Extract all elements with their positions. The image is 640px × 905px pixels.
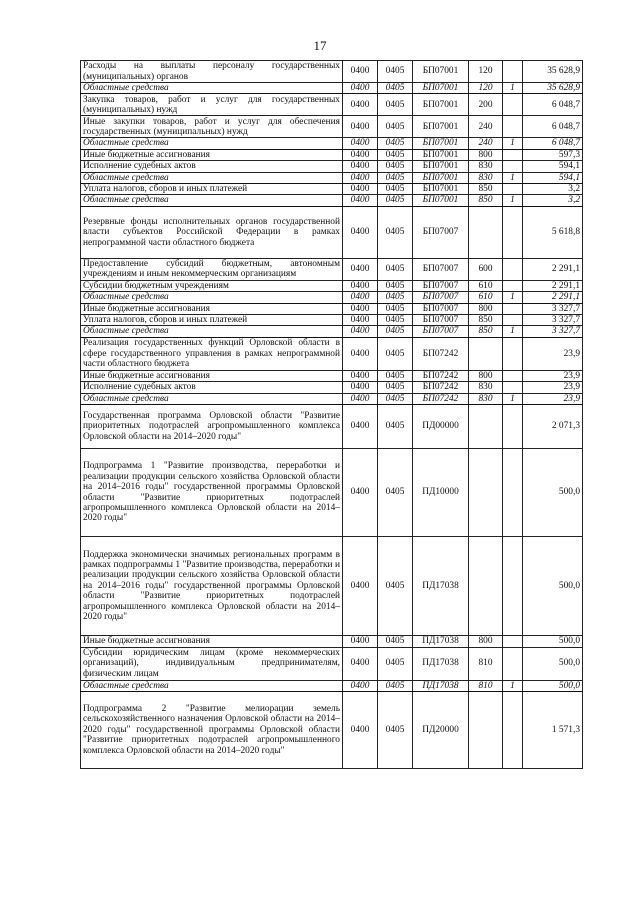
budget-table (80, 60, 583, 769)
funding-source-cell (503, 161, 523, 172)
row-name-cell: Областные средства (81, 83, 343, 94)
table-body (81, 61, 583, 769)
funding-source-cell (503, 184, 523, 195)
expense-type-cell: 200 (469, 94, 503, 116)
subsection-code-cell: 0405 (378, 303, 413, 314)
target-article-cell: БП07242 (413, 382, 469, 393)
target-article-cell: БП07007 (413, 206, 469, 258)
funding-source-cell (503, 647, 523, 680)
expense-type-cell: 800 (469, 636, 503, 647)
subsection-code-cell: 0405 (378, 138, 413, 149)
funding-source-cell: 1 (503, 326, 523, 337)
amount-cell: 23,9 (523, 370, 583, 381)
row-name-cell: Субсидии бюджетным учреждениям (81, 280, 343, 291)
amount-cell: 2 071,3 (523, 405, 583, 449)
target-article-cell: БП07001 (413, 184, 469, 195)
expense-type-cell: 830 (469, 382, 503, 393)
expense-type-cell (469, 405, 503, 449)
amount-cell: 500,0 (523, 636, 583, 647)
table-row (81, 206, 583, 258)
subsection-code-cell: 0405 (378, 258, 413, 280)
expense-type-cell (469, 206, 503, 258)
expense-type-cell: 800 (469, 370, 503, 381)
section-code-cell: 0400 (343, 172, 378, 183)
section-code-cell: 0400 (343, 292, 378, 303)
subsection-code-cell: 0405 (378, 691, 413, 768)
section-code-cell: 0400 (343, 138, 378, 149)
target-article-cell: БП07007 (413, 326, 469, 337)
subsection-code-cell: 0405 (378, 184, 413, 195)
target-article-cell: БП07242 (413, 393, 469, 404)
funding-source-cell: 1 (503, 83, 523, 94)
amount-cell: 2 291,1 (523, 280, 583, 291)
subsection-code-cell: 0405 (378, 680, 413, 691)
expense-type-cell: 600 (469, 258, 503, 280)
amount-cell: 500,0 (523, 449, 583, 537)
section-code-cell: 0400 (343, 337, 378, 370)
expense-type-cell (469, 337, 503, 370)
section-code-cell: 0400 (343, 370, 378, 381)
amount-cell: 6 048,7 (523, 94, 583, 116)
funding-source-cell: 1 (503, 292, 523, 303)
row-name-cell: Субсидии юридическим лицам (кроме некоммерческих организаций), индивидуальным предпринимателям, физическим лицам (81, 647, 343, 680)
subsection-code-cell: 0405 (378, 636, 413, 647)
table-row-regional-funds (81, 83, 583, 94)
funding-source-cell (503, 94, 523, 116)
table-row-regional-funds (81, 326, 583, 337)
amount-cell: 1 571,3 (523, 691, 583, 768)
table-row (81, 161, 583, 172)
expense-type-cell: 850 (469, 326, 503, 337)
target-article-cell: БП07242 (413, 370, 469, 381)
expense-type-cell: 610 (469, 280, 503, 291)
expense-type-cell: 240 (469, 138, 503, 149)
target-article-cell: БП07001 (413, 195, 469, 206)
amount-cell: 35 628,9 (523, 61, 583, 83)
section-code-cell: 0400 (343, 83, 378, 94)
amount-cell: 3,2 (523, 184, 583, 195)
table-row (81, 405, 583, 449)
table-row-regional-funds (81, 195, 583, 206)
funding-source-cell (503, 206, 523, 258)
target-article-cell: ПД00000 (413, 405, 469, 449)
amount-cell: 5 618,8 (523, 206, 583, 258)
table-row (81, 382, 583, 393)
target-article-cell: БП07001 (413, 94, 469, 116)
target-article-cell: ПД20000 (413, 691, 469, 768)
table-row (81, 116, 583, 138)
section-code-cell: 0400 (343, 116, 378, 138)
section-code-cell: 0400 (343, 94, 378, 116)
funding-source-cell: 1 (503, 680, 523, 691)
funding-source-cell (503, 61, 523, 83)
section-code-cell: 0400 (343, 161, 378, 172)
amount-cell: 500,0 (523, 680, 583, 691)
row-name-cell: Иные бюджетные ассигнования (81, 303, 343, 314)
table-row (81, 691, 583, 768)
expense-type-cell: 240 (469, 116, 503, 138)
row-name-cell: Закупка товаров, работ и услуг для государственных (муниципальных) нужд (81, 94, 343, 116)
expense-type-cell: 830 (469, 393, 503, 404)
table-row-regional-funds (81, 393, 583, 404)
row-name-cell: Предоставление субсидий бюджетным, автономным учреждениям и иным некоммерческим организациям (81, 258, 343, 280)
table-row (81, 184, 583, 195)
section-code-cell: 0400 (343, 195, 378, 206)
expense-type-cell: 850 (469, 184, 503, 195)
expense-type-cell: 120 (469, 61, 503, 83)
subsection-code-cell: 0405 (378, 116, 413, 138)
expense-type-cell (469, 537, 503, 636)
section-code-cell: 0400 (343, 280, 378, 291)
subsection-code-cell: 0405 (378, 647, 413, 680)
subsection-code-cell: 0405 (378, 61, 413, 83)
row-name-cell: Расходы на выплаты персоналу государственных (муниципальных) органов (81, 61, 343, 83)
amount-cell: 2 291,1 (523, 292, 583, 303)
target-article-cell: БП07007 (413, 258, 469, 280)
section-code-cell: 0400 (343, 691, 378, 768)
subsection-code-cell: 0405 (378, 449, 413, 537)
section-code-cell: 0400 (343, 315, 378, 326)
table-row (81, 61, 583, 83)
funding-source-cell: 1 (503, 172, 523, 183)
table-row-regional-funds (81, 292, 583, 303)
target-article-cell: БП07242 (413, 337, 469, 370)
section-code-cell: 0400 (343, 393, 378, 404)
funding-source-cell (503, 636, 523, 647)
amount-cell: 594,1 (523, 172, 583, 183)
target-article-cell: БП07007 (413, 315, 469, 326)
section-code-cell: 0400 (343, 405, 378, 449)
row-name-cell: Подпрограмма 2 "Развитие мелиорации земель сельскохозяйственного назначения Орловской области на 2014–2020 годы" государственной программы Орловской области "Развитие приоритетных подотраслей агропромышленного комплекса Орловской области на 2014–2020 годы" (81, 691, 343, 768)
row-name-cell: Исполнение судебных актов (81, 382, 343, 393)
row-name-cell: Исполнение судебных актов (81, 161, 343, 172)
subsection-code-cell: 0405 (378, 94, 413, 116)
funding-source-cell: 1 (503, 195, 523, 206)
row-name-cell: Государственная программа Орловской области "Развитие приоритетных подотраслей агропромышленного комплекса Орловской области на 2014–2020 годы" (81, 405, 343, 449)
section-code-cell: 0400 (343, 449, 378, 537)
expense-type-cell: 120 (469, 83, 503, 94)
row-name-cell: Областные средства (81, 292, 343, 303)
expense-type-cell: 810 (469, 647, 503, 680)
table-row (81, 449, 583, 537)
expense-type-cell: 830 (469, 172, 503, 183)
funding-source-cell (503, 337, 523, 370)
row-name-cell: Резервные фонды исполнительных органов государственной власти субъектов Российской Федерации в рамках непрограммной части областного бюджета (81, 206, 343, 258)
target-article-cell: ПД17038 (413, 537, 469, 636)
section-code-cell: 0400 (343, 636, 378, 647)
amount-cell: 3 327,7 (523, 303, 583, 314)
expense-type-cell (469, 449, 503, 537)
funding-source-cell (503, 537, 523, 636)
table-row (81, 280, 583, 291)
page-number: 17 (313, 38, 327, 53)
target-article-cell: БП07001 (413, 149, 469, 160)
table-row (81, 370, 583, 381)
target-article-cell: БП07001 (413, 138, 469, 149)
subsection-code-cell: 0405 (378, 315, 413, 326)
row-name-cell: Областные средства (81, 393, 343, 404)
funding-source-cell (503, 449, 523, 537)
amount-cell: 3,2 (523, 195, 583, 206)
target-article-cell: БП07001 (413, 83, 469, 94)
amount-cell: 3 327,7 (523, 326, 583, 337)
table-row (81, 636, 583, 647)
table-row (81, 537, 583, 636)
funding-source-cell: 1 (503, 138, 523, 149)
amount-cell: 3 327,7 (523, 315, 583, 326)
section-code-cell: 0400 (343, 326, 378, 337)
table-row (81, 94, 583, 116)
target-article-cell: БП07001 (413, 116, 469, 138)
table-row-regional-funds (81, 138, 583, 149)
target-article-cell: ПД17038 (413, 680, 469, 691)
table-row (81, 337, 583, 370)
expense-type-cell: 850 (469, 195, 503, 206)
amount-cell: 23,9 (523, 382, 583, 393)
amount-cell: 594,1 (523, 161, 583, 172)
target-article-cell: ПД17038 (413, 647, 469, 680)
section-code-cell: 0400 (343, 184, 378, 195)
section-code-cell: 0400 (343, 206, 378, 258)
section-code-cell: 0400 (343, 680, 378, 691)
subsection-code-cell: 0405 (378, 537, 413, 636)
expense-type-cell: 610 (469, 292, 503, 303)
target-article-cell: ПД17038 (413, 636, 469, 647)
amount-cell: 23,9 (523, 393, 583, 404)
target-article-cell: БП07007 (413, 303, 469, 314)
subsection-code-cell: 0405 (378, 326, 413, 337)
row-name-cell: Иные бюджетные ассигнования (81, 636, 343, 647)
row-name-cell: Иные бюджетные ассигнования (81, 149, 343, 160)
expense-type-cell: 800 (469, 303, 503, 314)
row-name-cell: Иные закупки товаров, работ и услуг для обеспечения государственных (муниципальных) нужд (81, 116, 343, 138)
amount-cell: 6 048,7 (523, 116, 583, 138)
target-article-cell: ПД10000 (413, 449, 469, 537)
section-code-cell: 0400 (343, 647, 378, 680)
subsection-code-cell: 0405 (378, 280, 413, 291)
section-code-cell: 0400 (343, 303, 378, 314)
funding-source-cell (503, 382, 523, 393)
expense-type-cell: 830 (469, 161, 503, 172)
section-code-cell: 0400 (343, 382, 378, 393)
funding-source-cell (503, 303, 523, 314)
target-article-cell: БП07001 (413, 161, 469, 172)
table-row-regional-funds (81, 680, 583, 691)
section-code-cell: 0400 (343, 61, 378, 83)
subsection-code-cell: 0405 (378, 161, 413, 172)
target-article-cell: БП07001 (413, 172, 469, 183)
section-code-cell: 0400 (343, 149, 378, 160)
funding-source-cell (503, 315, 523, 326)
funding-source-cell (503, 691, 523, 768)
amount-cell: 500,0 (523, 537, 583, 636)
subsection-code-cell: 0405 (378, 292, 413, 303)
row-name-cell: Областные средства (81, 172, 343, 183)
table-row (81, 303, 583, 314)
amount-cell: 597,3 (523, 149, 583, 160)
subsection-code-cell: 0405 (378, 382, 413, 393)
row-name-cell: Областные средства (81, 326, 343, 337)
target-article-cell: БП07007 (413, 292, 469, 303)
funding-source-cell (503, 405, 523, 449)
subsection-code-cell: 0405 (378, 393, 413, 404)
table-row (81, 149, 583, 160)
row-name-cell: Областные средства (81, 195, 343, 206)
section-code-cell: 0400 (343, 537, 378, 636)
expense-type-cell: 810 (469, 680, 503, 691)
subsection-code-cell: 0405 (378, 370, 413, 381)
table-row (81, 647, 583, 680)
subsection-code-cell: 0405 (378, 195, 413, 206)
row-name-cell: Подпрограмма 1 "Развитие производства, переработки и реализации продукции сельского хозяйства Орловской области на 2014–2016 годы" государственной программы Орловской области "Развитие приоритетных подотраслей агропромышленного комплекса Орловской области на 2014–2020 годы" (81, 449, 343, 537)
amount-cell: 23,9 (523, 337, 583, 370)
subsection-code-cell: 0405 (378, 337, 413, 370)
expense-type-cell: 850 (469, 315, 503, 326)
subsection-code-cell: 0405 (378, 83, 413, 94)
table-row (81, 258, 583, 280)
table-row (81, 315, 583, 326)
amount-cell: 2 291,1 (523, 258, 583, 280)
section-code-cell: 0400 (343, 258, 378, 280)
row-name-cell: Иные бюджетные ассигнования (81, 370, 343, 381)
funding-source-cell (503, 149, 523, 160)
target-article-cell: БП07001 (413, 61, 469, 83)
funding-source-cell (503, 258, 523, 280)
row-name-cell: Уплата налогов, сборов и иных платежей (81, 184, 343, 195)
funding-source-cell: 1 (503, 393, 523, 404)
subsection-code-cell: 0405 (378, 172, 413, 183)
row-name-cell: Уплата налогов, сборов и иных платежей (81, 315, 343, 326)
funding-source-cell (503, 116, 523, 138)
amount-cell: 35 628,9 (523, 83, 583, 94)
amount-cell: 6 048,7 (523, 138, 583, 149)
subsection-code-cell: 0405 (378, 405, 413, 449)
expense-type-cell: 800 (469, 149, 503, 160)
subsection-code-cell: 0405 (378, 149, 413, 160)
row-name-cell: Поддержка экономически значимых региональных программ в рамках подпрограммы 1 "Развитие производства, переработки и реализации продукции сельского хозяйства Орловской области на 2014–2016 годы" государственной программы Орловской области "Развитие приоритетных подотраслей агропромышленного комплекса Орловской области на 2014–2020 годы" (81, 537, 343, 636)
funding-source-cell (503, 280, 523, 291)
expense-type-cell (469, 691, 503, 768)
row-name-cell: Реализация государственных функций Орловской области в сфере государственного управления в рамках непрограммной части областного бюджета (81, 337, 343, 370)
table-row-regional-funds (81, 172, 583, 183)
target-article-cell: БП07007 (413, 280, 469, 291)
row-name-cell: Областные средства (81, 138, 343, 149)
funding-source-cell (503, 370, 523, 381)
row-name-cell: Областные средства (81, 680, 343, 691)
subsection-code-cell: 0405 (378, 206, 413, 258)
amount-cell: 500,0 (523, 647, 583, 680)
